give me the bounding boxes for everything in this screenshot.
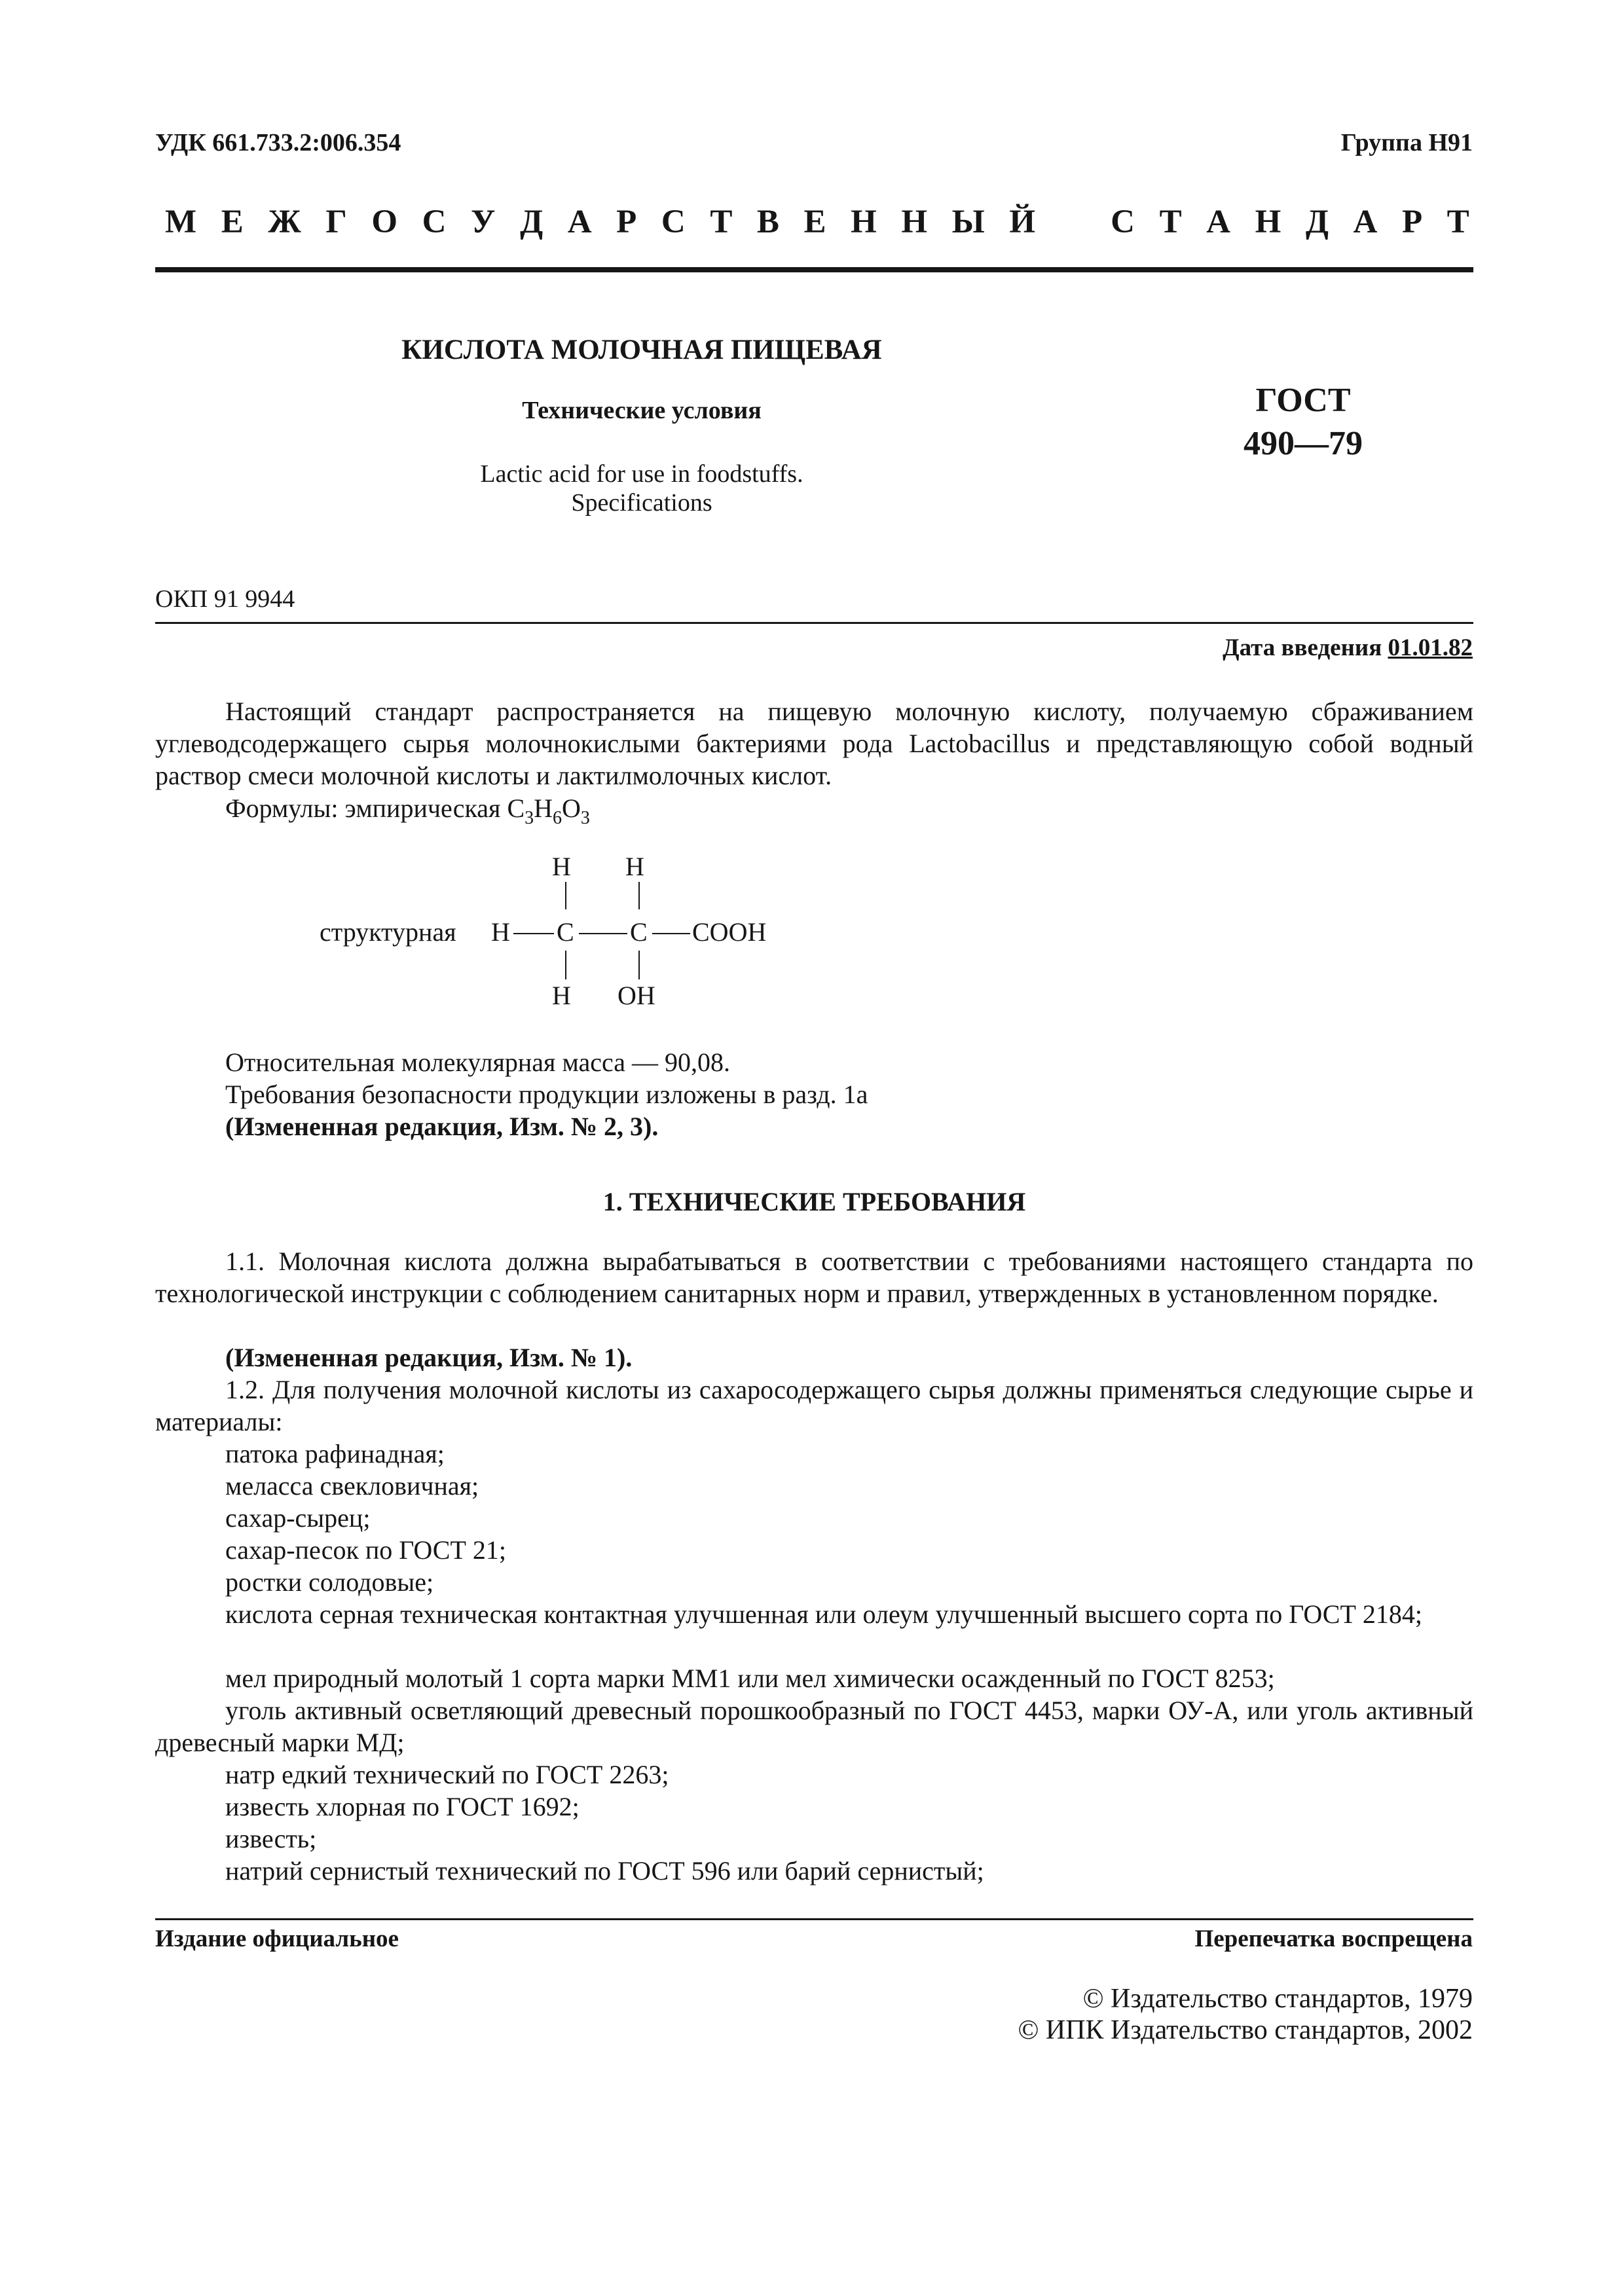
heading-letter: Р — [1401, 204, 1423, 240]
list-item: меласса свекловичная; — [225, 1471, 479, 1501]
heading-letter: Е — [803, 204, 826, 240]
heading-letter: Т — [710, 204, 733, 240]
intro-paragraph: Настоящий стандарт распространяется на пищевую молочную кислоту, получаемую сбраживанием углеводсодержащего сырья молочнокислыми бактериями рода Lactobacillus и представляющую собой водный раствор смеси молочной кислоты и лактилмолочных кислот. — [155, 697, 1473, 790]
standard-type-heading — [165, 203, 1469, 241]
heading-letter: Н — [1255, 204, 1281, 240]
struct-label: структурная — [320, 917, 456, 947]
english-title-line2: Specifications — [571, 489, 712, 517]
intro-date — [1223, 634, 1473, 662]
gost-label: ГОСТ — [1255, 382, 1351, 419]
list-item: известь хлорная по ГОСТ 1692; — [225, 1792, 580, 1821]
heading-word-gap — [1060, 203, 1086, 241]
heading-letter: Р — [616, 204, 637, 240]
heading-letter: У — [471, 204, 496, 240]
empirical-formula — [225, 793, 590, 828]
heading-letter: Г — [325, 204, 347, 240]
reprint-prohibited: Перепечатка воспрещена — [1194, 1925, 1473, 1952]
heading-letter: Т — [1159, 204, 1182, 240]
list-item-chalk: мел природный молотый 1 сорта марки ММ1 или мел химически осажденный по ГОСТ 8253; — [225, 1664, 1275, 1693]
heading-letter: С — [1111, 204, 1135, 240]
safety-note: Требования безопасности продукции изложены в разд. 1а — [225, 1080, 868, 1109]
paragraph-1-1: 1.1. Молочная кислота должна вырабатываться в соответствии с требованиями настоящего стандарта по технологической инструкции с соблюдением санитарных норм и правил, утвержденных в установленном порядке. — [155, 1247, 1473, 1308]
bond-c1-c2 — [579, 933, 627, 934]
struct-top-h2: H — [625, 852, 644, 881]
heading-letter: Ы — [951, 204, 985, 240]
paragraph-1-2: 1.2. Для получения молочной кислоты из сахаросодержащего сырья должны применяться следующие сырье и материалы: — [155, 1375, 1473, 1436]
gost-number: 490—79 — [1244, 425, 1363, 462]
okp-rule — [155, 622, 1473, 624]
struct-c1: C — [557, 917, 574, 947]
document-title: КИСЛОТА МОЛОЧНАЯ ПИЩЕВАЯ — [401, 335, 882, 365]
heading-letter: Ж — [268, 204, 301, 240]
footer-rule — [155, 1918, 1473, 1920]
bond-c1-bottom — [565, 951, 566, 979]
heading-letter: Е — [221, 204, 244, 240]
english-title-line1: Lactic acid for use in foodstuffs. — [480, 460, 803, 488]
heading-letter: Д — [1305, 204, 1329, 240]
edition-note-2-3: (Измененная редакция, Изм. № 2, 3). — [225, 1112, 659, 1141]
list-item: сахар-песок по ГОСТ 21; — [225, 1535, 507, 1565]
copyright-2002: © ИПК Издательство стандартов, 2002 — [1018, 2015, 1473, 2045]
copyright-1979: © Издательство стандартов, 1979 — [1082, 1984, 1473, 2014]
group-code: Группа Н91 — [1340, 129, 1473, 156]
formula-o-subscript: 3 — [580, 808, 590, 828]
heading-letter: С — [422, 204, 447, 240]
edition-note-1: (Измененная редакция, Изм. № 1). — [225, 1343, 633, 1372]
udk-code: УДК 661.733.2:006.354 — [155, 129, 401, 156]
document-subtitle: Технические условия — [522, 397, 762, 424]
list-item-activated-carbon: уголь активный осветляющий древесный порошкообразный по ГОСТ 4453, марки ОУ-А, или уголь активный древесный марки МД; — [155, 1696, 1473, 1757]
heading-letter: Н — [901, 204, 928, 240]
okp-code: ОКП 91 9944 — [155, 585, 295, 613]
official-edition: Издание официальное — [155, 1925, 399, 1952]
formula-label: Формулы: эмпирическая C — [225, 793, 525, 823]
list-item: ростки солодовые; — [225, 1567, 434, 1597]
heading-letter: А — [1353, 204, 1378, 240]
formula-c-subscript: 3 — [525, 808, 534, 828]
bond-h-c1 — [513, 933, 554, 934]
bond-c2-bottom — [638, 951, 640, 979]
list-item: натр едкий технический по ГОСТ 2263; — [225, 1760, 669, 1789]
struct-left-h: H — [491, 917, 510, 947]
bond-c1-top — [565, 882, 566, 909]
heading-letter: О — [371, 204, 398, 240]
struct-c2: C — [630, 917, 648, 947]
heading-letter: Д — [520, 204, 544, 240]
struct-cooh: COOH — [692, 917, 767, 947]
heading-letter: Т — [1447, 204, 1469, 240]
bond-c2-cooh — [652, 933, 690, 934]
heading-letter: С — [661, 204, 686, 240]
struct-top-h1: H — [552, 852, 571, 881]
molar-mass: Относительная молекулярная масса — 90,08. — [225, 1048, 730, 1077]
list-item: патока рафинадная; — [225, 1439, 445, 1468]
bond-c2-top — [638, 882, 640, 909]
formula-h-subscript: 6 — [553, 808, 562, 828]
heading-letter: Й — [1009, 204, 1035, 240]
list-item: сахар-сырец; — [225, 1503, 371, 1533]
header-rule — [155, 267, 1473, 272]
struct-bottom-h: H — [552, 981, 571, 1010]
intro-date-value: 01.01.82 — [1388, 634, 1473, 661]
list-item: известь; — [225, 1824, 317, 1853]
heading-letter: Н — [851, 204, 877, 240]
formula-h: H — [534, 793, 553, 823]
list-item-sulfuric-acid: кислота серная техническая контактная улучшенная или олеум улучшенный высшего сорта по ГОСТ 2184; — [225, 1599, 1423, 1629]
formula-o: O — [562, 793, 581, 823]
heading-letter: А — [1206, 204, 1231, 240]
section1-heading: 1. ТЕХНИЧЕСКИЕ ТРЕБОВАНИЯ — [602, 1187, 1026, 1216]
struct-bottom-oh: OH — [617, 981, 655, 1010]
intro-date-label: Дата введения — [1223, 634, 1388, 661]
list-item: натрий сернистый технический по ГОСТ 596 или барий сернистый; — [225, 1856, 984, 1886]
heading-letter: М — [165, 204, 197, 240]
heading-letter: В — [756, 204, 779, 240]
heading-letter: А — [567, 204, 592, 240]
